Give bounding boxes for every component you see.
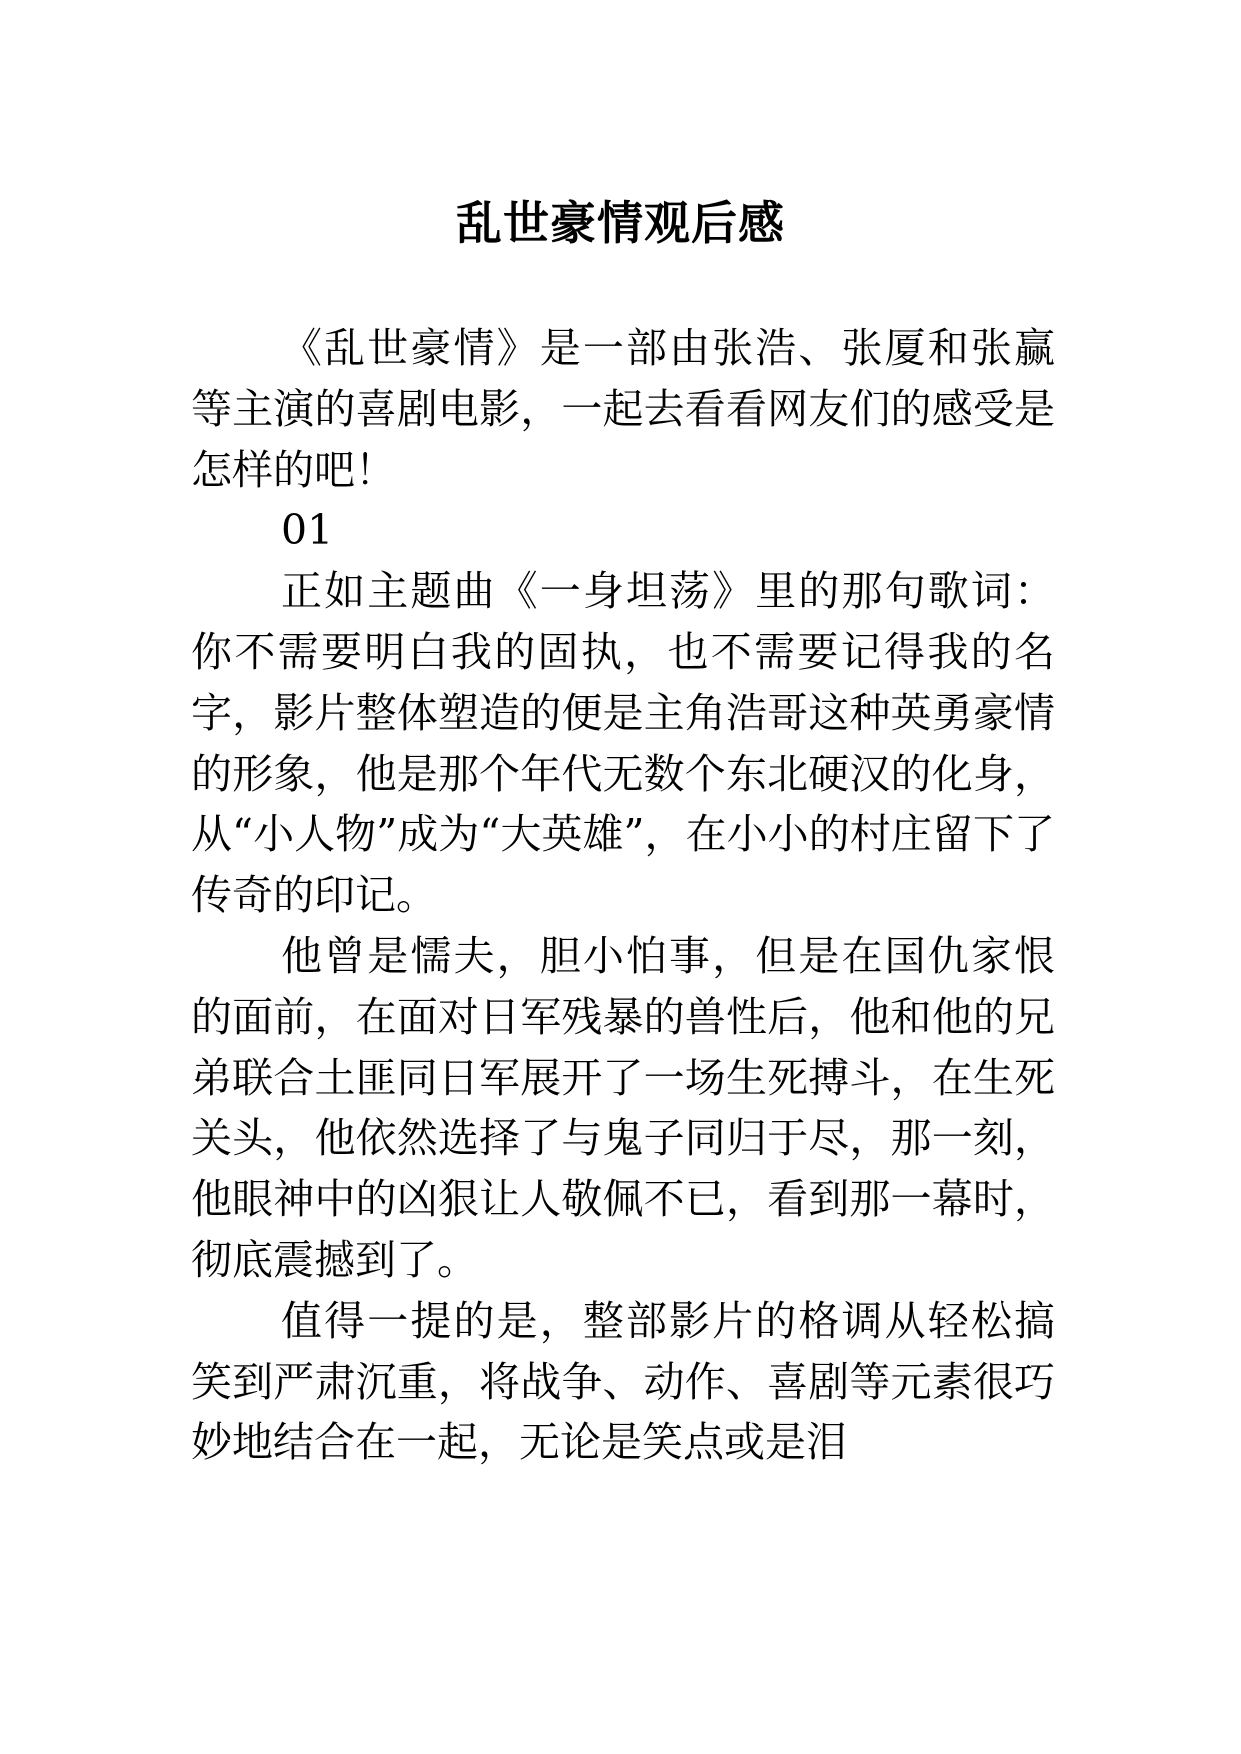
- body-paragraph-1: 正如主题曲《一身坦荡》里的那句歌词：你不需要明白我的固执，也不需要记得我的名字，影片整体塑造的便是主角浩哥这种英勇豪情的形象，他是那个年代无数个东北硬汉的化身，从“小人物”成为“大英雄”，在小小的村庄留下了传奇的印记。: [191, 567, 1055, 920]
- document-title: 乱世豪情观后感: [456, 195, 785, 250]
- body-paragraph-2: 他曾是懦夫，胆小怕事，但是在国仇家恨的面前，在面对日军残暴的兽性后，他和他的兄弟联合土匪同日军展开了一场生死搏斗，在生死关头，他依然选择了与鬼子同归于尽，那一刻，他眼神中的凶狠让人敬佩不已，看到那一幕时，彻底震撼到了。: [191, 931, 1055, 1284]
- document-body: [191, 318, 1055, 1473]
- intro-paragraph: 《乱世豪情》是一部由张浩、张厦和张赢等主演的喜剧电影，一起去看看网友们的感受是怎样的吧！: [191, 324, 1055, 494]
- section-number: 01: [281, 506, 334, 555]
- body-paragraph-3: 值得一提的是，整部影片的格调从轻松搞笑到严肃沉重，将战争、动作、喜剧等元素很巧妙地结合在一起，无论是笑点或是泪: [191, 1296, 1055, 1467]
